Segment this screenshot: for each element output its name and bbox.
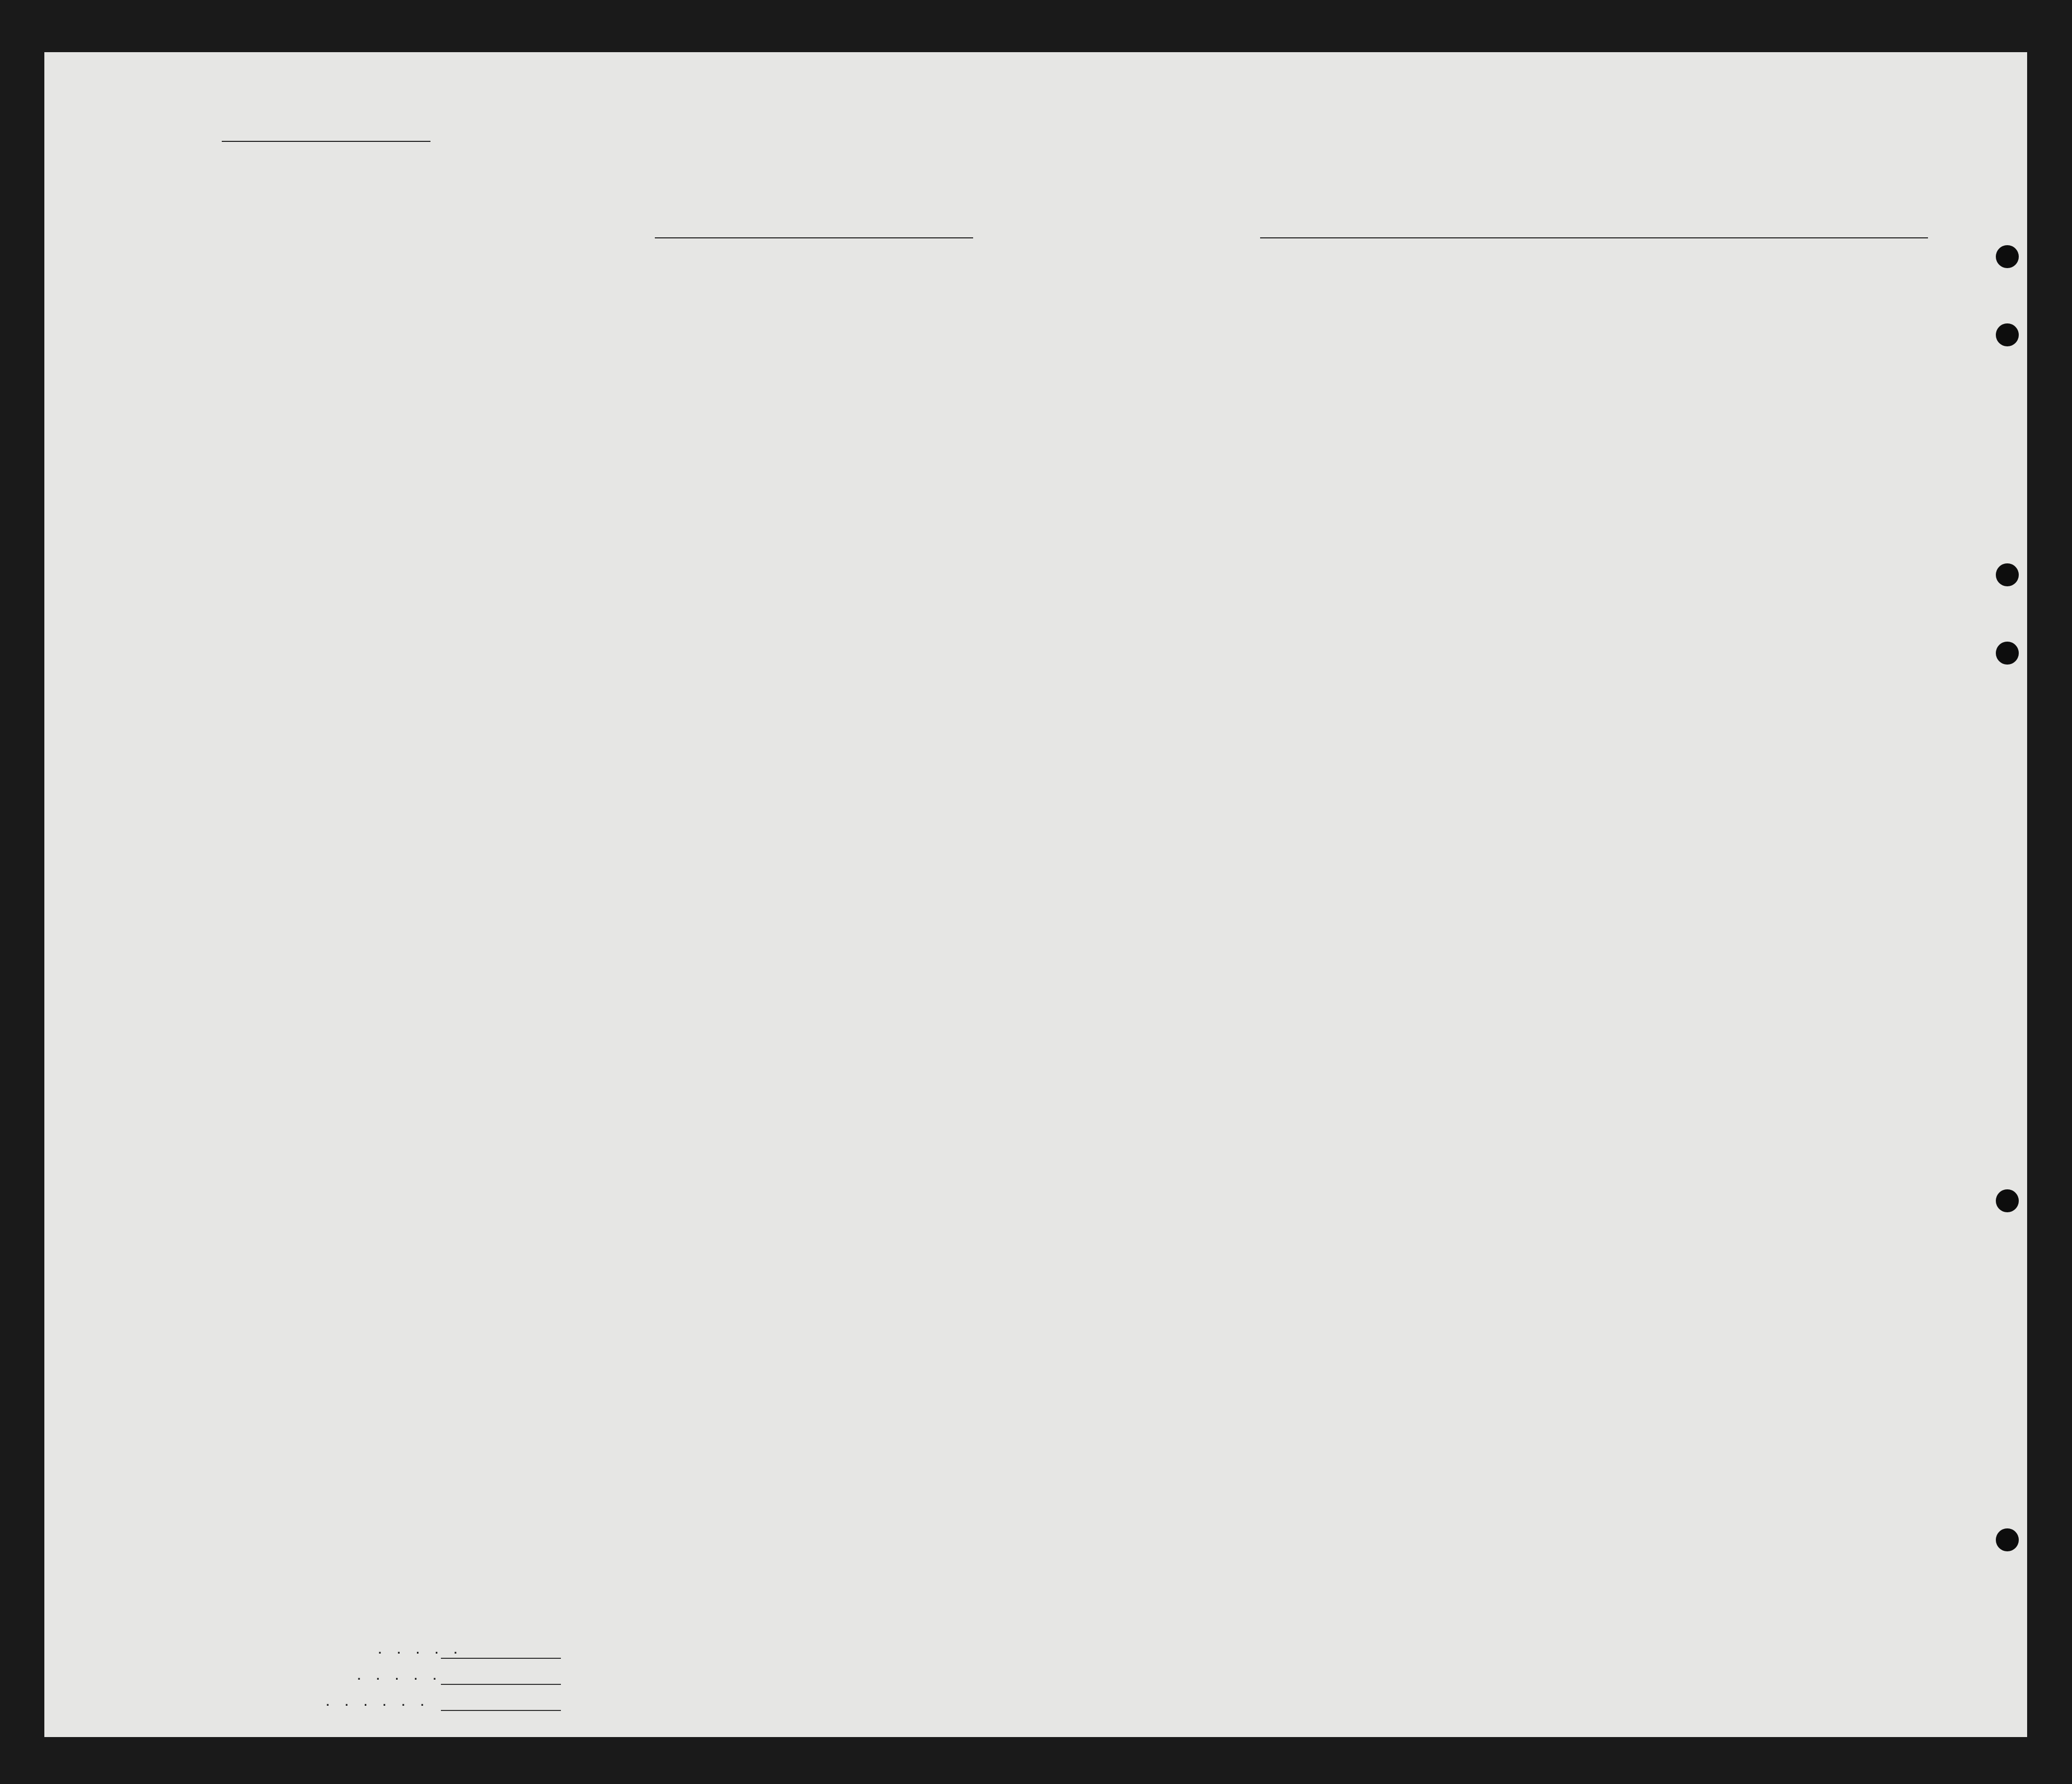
total-passengers-line: [441, 1658, 561, 1659]
us-dots: . . . . .: [357, 1669, 443, 1682]
manifest-table: [44, 52, 2027, 1737]
total-dots: . . . . .: [378, 1643, 464, 1656]
us-citizens-line: [441, 1684, 561, 1685]
manifest-sheet: [44, 52, 2027, 1737]
aliens-dots: . . . . . .: [326, 1695, 430, 1708]
aliens-line: [441, 1710, 561, 1711]
